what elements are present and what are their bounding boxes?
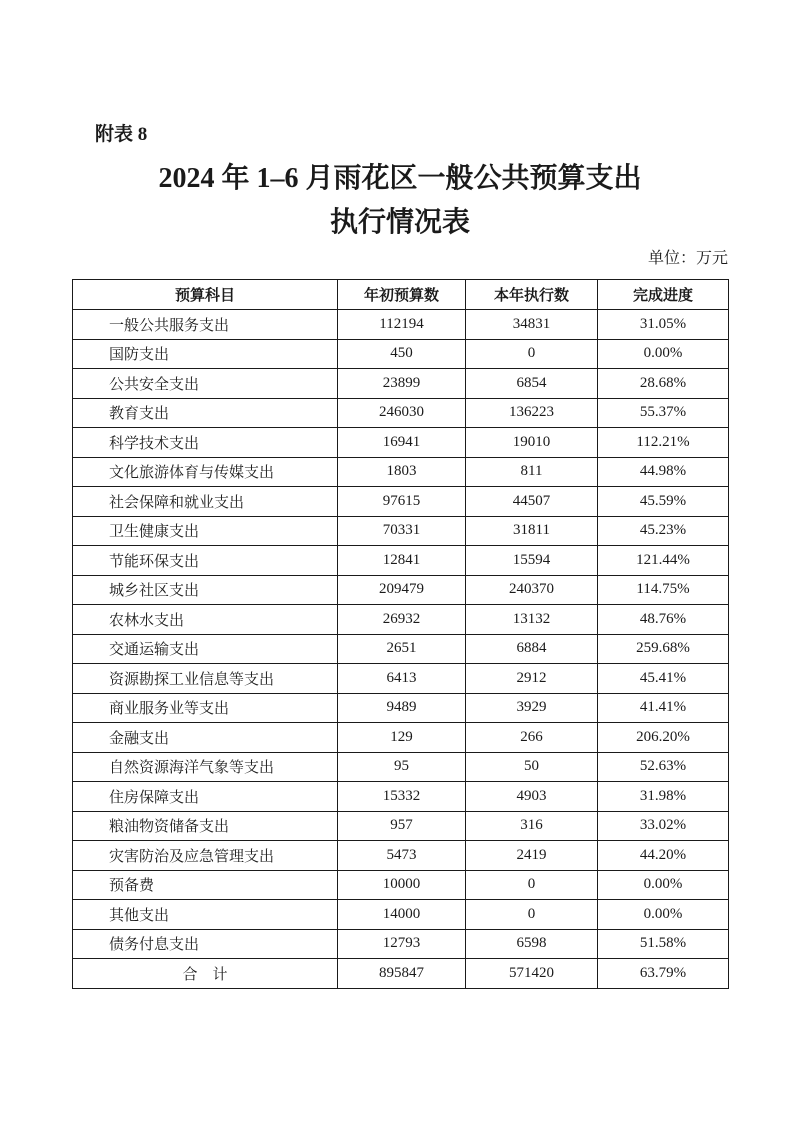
page-title-line2: 执行情况表 (329, 207, 470, 238)
subject-cell: 债务付息支出 (73, 929, 338, 959)
budget-cell: 26932 (338, 605, 466, 635)
progress-cell: 0.00% (598, 870, 729, 900)
table-row (73, 634, 729, 664)
budget-cell: 16941 (338, 428, 466, 458)
progress-cell: 28.68% (598, 369, 729, 399)
annex-label: 附表 8 (95, 124, 148, 145)
subject-cell: 合 计 (73, 959, 338, 989)
executed-cell: 811 (466, 457, 598, 487)
executed-cell: 240370 (466, 575, 598, 605)
budget-cell: 70331 (338, 516, 466, 546)
budget-cell: 450 (338, 339, 466, 369)
budget-cell: 209479 (338, 575, 466, 605)
budget-cell: 15332 (338, 782, 466, 812)
table-row (73, 752, 729, 782)
subject-cell: 一般公共服务支出 (73, 310, 338, 340)
progress-cell: 45.41% (598, 664, 729, 694)
executed-cell: 6598 (466, 929, 598, 959)
table-row (73, 900, 729, 930)
budget-cell: 246030 (338, 398, 466, 428)
table-row (73, 457, 729, 487)
subject-cell: 文化旅游体育与传媒支出 (73, 457, 338, 487)
subject-cell: 灾害防治及应急管理支出 (73, 841, 338, 871)
budget-cell: 2651 (338, 634, 466, 664)
subject-cell: 科学技术支出 (73, 428, 338, 458)
subject-cell: 城乡社区支出 (73, 575, 338, 605)
subject-cell: 节能环保支出 (73, 546, 338, 576)
table-row (73, 398, 729, 428)
table-row (73, 693, 729, 723)
progress-cell: 206.20% (598, 723, 729, 753)
col-header-budget: 年初预算数 (338, 280, 466, 310)
table-row (73, 664, 729, 694)
table-row (73, 369, 729, 399)
executed-cell: 19010 (466, 428, 598, 458)
subject-cell: 交通运输支出 (73, 634, 338, 664)
progress-cell: 259.68% (598, 634, 729, 664)
budget-cell: 9489 (338, 693, 466, 723)
progress-cell: 52.63% (598, 752, 729, 782)
page-title-line1: 2024 年 1–6 月雨花区一般公共预算支出 (158, 163, 642, 194)
budget-cell: 1803 (338, 457, 466, 487)
subject-cell: 公共安全支出 (73, 369, 338, 399)
table-row (73, 605, 729, 635)
progress-cell: 51.58% (598, 929, 729, 959)
executed-cell: 2912 (466, 664, 598, 694)
table-row (73, 575, 729, 605)
executed-cell: 50 (466, 752, 598, 782)
progress-cell: 121.44% (598, 546, 729, 576)
executed-cell: 15594 (466, 546, 598, 576)
total-row (73, 959, 729, 989)
progress-cell: 55.37% (598, 398, 729, 428)
table-row (73, 782, 729, 812)
progress-cell: 45.59% (598, 487, 729, 517)
table-row (73, 428, 729, 458)
table-row (73, 723, 729, 753)
executed-cell: 0 (466, 870, 598, 900)
col-header-executed: 本年执行数 (466, 280, 598, 310)
budget-cell: 95 (338, 752, 466, 782)
budget-cell: 12793 (338, 929, 466, 959)
progress-cell: 112.21% (598, 428, 729, 458)
table-row (73, 546, 729, 576)
executed-cell: 13132 (466, 605, 598, 635)
executed-cell: 6884 (466, 634, 598, 664)
budget-table-body (73, 310, 729, 989)
progress-cell: 0.00% (598, 900, 729, 930)
executed-cell: 34831 (466, 310, 598, 340)
budget-table (72, 279, 729, 989)
executed-cell: 3929 (466, 693, 598, 723)
executed-cell: 4903 (466, 782, 598, 812)
executed-cell: 571420 (466, 959, 598, 989)
subject-cell: 其他支出 (73, 900, 338, 930)
progress-cell: 33.02% (598, 811, 729, 841)
progress-cell: 31.05% (598, 310, 729, 340)
executed-cell: 44507 (466, 487, 598, 517)
progress-cell: 44.20% (598, 841, 729, 871)
budget-cell: 129 (338, 723, 466, 753)
subject-cell: 金融支出 (73, 723, 338, 753)
subject-cell: 社会保障和就业支出 (73, 487, 338, 517)
executed-cell: 266 (466, 723, 598, 753)
budget-cell: 12841 (338, 546, 466, 576)
subject-cell: 教育支出 (73, 398, 338, 428)
budget-cell: 23899 (338, 369, 466, 399)
table-row (73, 811, 729, 841)
executed-cell: 316 (466, 811, 598, 841)
subject-cell: 国防支出 (73, 339, 338, 369)
subject-cell: 商业服务业等支出 (73, 693, 338, 723)
subject-cell: 自然资源海洋气象等支出 (73, 752, 338, 782)
budget-cell: 5473 (338, 841, 466, 871)
table-row (73, 339, 729, 369)
progress-cell: 114.75% (598, 575, 729, 605)
col-header-progress: 完成进度 (598, 280, 729, 310)
progress-cell: 41.41% (598, 693, 729, 723)
progress-cell: 31.98% (598, 782, 729, 812)
executed-cell: 136223 (466, 398, 598, 428)
subject-cell: 住房保障支出 (73, 782, 338, 812)
table-row (73, 516, 729, 546)
subject-cell: 资源勘探工业信息等支出 (73, 664, 338, 694)
executed-cell: 6854 (466, 369, 598, 399)
budget-cell: 895847 (338, 959, 466, 989)
subject-cell: 预备费 (73, 870, 338, 900)
executed-cell: 0 (466, 339, 598, 369)
progress-cell: 45.23% (598, 516, 729, 546)
executed-cell: 2419 (466, 841, 598, 871)
budget-cell: 957 (338, 811, 466, 841)
table-row (73, 870, 729, 900)
table-header-row (73, 280, 729, 310)
subject-cell: 卫生健康支出 (73, 516, 338, 546)
budget-cell: 14000 (338, 900, 466, 930)
subject-cell: 粮油物资储备支出 (73, 811, 338, 841)
unit-note: 单位：万元 (647, 250, 728, 267)
col-header-subject: 预算科目 (73, 280, 338, 310)
table-row (73, 929, 729, 959)
progress-cell: 44.98% (598, 457, 729, 487)
table-row (73, 310, 729, 340)
budget-cell: 112194 (338, 310, 466, 340)
executed-cell: 0 (466, 900, 598, 930)
budget-cell: 6413 (338, 664, 466, 694)
budget-cell: 97615 (338, 487, 466, 517)
progress-cell: 63.79% (598, 959, 729, 989)
table-row (73, 487, 729, 517)
progress-cell: 48.76% (598, 605, 729, 635)
progress-cell: 0.00% (598, 339, 729, 369)
budget-cell: 10000 (338, 870, 466, 900)
page-title (0, 157, 800, 245)
table-row (73, 841, 729, 871)
executed-cell: 31811 (466, 516, 598, 546)
subject-cell: 农林水支出 (73, 605, 338, 635)
